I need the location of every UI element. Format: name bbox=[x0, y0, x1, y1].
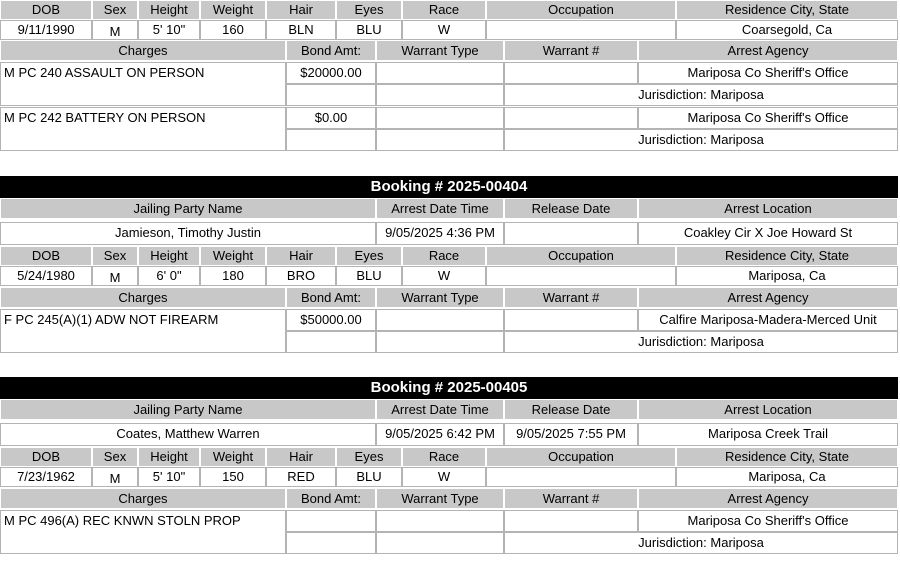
charges-header-charges: Charges bbox=[0, 40, 286, 61]
charge-agency: Mariposa Co Sheriff's Office bbox=[638, 62, 898, 84]
person-header-sex: Sex bbox=[92, 246, 138, 266]
person-header-dob: DOB bbox=[0, 447, 92, 467]
charge-bond: $50000.00 bbox=[286, 309, 376, 331]
person-header-sex: Sex bbox=[92, 447, 138, 467]
charge-description: M PC 496(A) REC KNWN STOLN PROP bbox=[0, 510, 286, 554]
charge-warrant-blank bbox=[376, 129, 504, 151]
charges-header-warrant_num: Warrant # bbox=[504, 40, 638, 61]
charges-header-bond: Bond Amt: bbox=[286, 40, 376, 61]
person-header-hair: Hair bbox=[266, 447, 336, 467]
charge-warrant-type bbox=[376, 107, 504, 129]
jailing-location: Coakley Cir X Joe Howard St bbox=[638, 222, 898, 245]
charge-warrant-num bbox=[504, 309, 638, 331]
person-hair: BRO bbox=[266, 266, 336, 286]
charge-warrant-num bbox=[504, 107, 638, 129]
jailing-arrest-datetime: 9/05/2025 4:36 PM bbox=[376, 222, 504, 245]
charge-warrant-blank bbox=[376, 84, 504, 106]
jailing-arrest-datetime: 9/05/2025 6:42 PM bbox=[376, 423, 504, 446]
person-header-dob: DOB bbox=[0, 0, 92, 20]
jailing-release-date: 9/05/2025 7:55 PM bbox=[504, 423, 638, 446]
person-header-occupation: Occupation bbox=[486, 246, 676, 266]
charge-jurisdiction: Jurisdiction: Mariposa bbox=[504, 532, 898, 554]
person-header-weight: Weight bbox=[200, 0, 266, 20]
person-sex: M bbox=[92, 266, 138, 286]
charge-jurisdiction: Jurisdiction: Mariposa bbox=[504, 331, 898, 353]
person-header-hair: Hair bbox=[266, 246, 336, 266]
booking-title: Booking # 2025-00405 bbox=[0, 377, 898, 399]
charge-warrant-blank bbox=[376, 532, 504, 554]
person-header-occupation: Occupation bbox=[486, 0, 676, 20]
person-occupation bbox=[486, 266, 676, 286]
charges-header-arrest_agency: Arrest Agency bbox=[638, 488, 898, 509]
booking-title: Booking # 2025-00404 bbox=[0, 176, 898, 198]
person-header-eyes: Eyes bbox=[336, 0, 402, 20]
charges-header-warrant_type: Warrant Type bbox=[376, 488, 504, 509]
person-header-weight: Weight bbox=[200, 447, 266, 467]
charges-header-warrant_type: Warrant Type bbox=[376, 40, 504, 61]
jailing-header-release_date: Release Date bbox=[504, 198, 638, 219]
jailing-header-release_date: Release Date bbox=[504, 399, 638, 420]
charge-warrant-num bbox=[504, 62, 638, 84]
person-residence: Mariposa, Ca bbox=[676, 266, 898, 286]
charge-warrant-blank bbox=[376, 331, 504, 353]
charge-warrant-type bbox=[376, 510, 504, 532]
charges-header-bond: Bond Amt: bbox=[286, 488, 376, 509]
person-eyes: BLU bbox=[336, 467, 402, 487]
person-header-eyes: Eyes bbox=[336, 246, 402, 266]
person-sex: M bbox=[92, 467, 138, 487]
charges-header-warrant_num: Warrant # bbox=[504, 287, 638, 308]
person-occupation bbox=[486, 467, 676, 487]
charge-bond-blank bbox=[286, 84, 376, 106]
jailing-release-date bbox=[504, 222, 638, 245]
person-dob: 9/11/1990 bbox=[0, 20, 92, 40]
charges-header-bond: Bond Amt: bbox=[286, 287, 376, 308]
charge-bond-blank bbox=[286, 331, 376, 353]
charges-header-charges: Charges bbox=[0, 287, 286, 308]
person-header-sex: Sex bbox=[92, 0, 138, 20]
charge-jurisdiction: Jurisdiction: Mariposa bbox=[504, 129, 898, 151]
charges-header-charges: Charges bbox=[0, 488, 286, 509]
charge-agency: Calfire Mariposa-Madera-Merced Unit bbox=[638, 309, 898, 331]
jailing-name: Jamieson, Timothy Justin bbox=[0, 222, 376, 245]
person-header-eyes: Eyes bbox=[336, 447, 402, 467]
person-header-height: Height bbox=[138, 447, 200, 467]
person-header-residence: Residence City, State bbox=[676, 447, 898, 467]
person-header-dob: DOB bbox=[0, 246, 92, 266]
charge-agency: Mariposa Co Sheriff's Office bbox=[638, 107, 898, 129]
person-header-height: Height bbox=[138, 246, 200, 266]
person-header-occupation: Occupation bbox=[486, 447, 676, 467]
jailing-header-arrest_location: Arrest Location bbox=[638, 399, 898, 420]
charge-warrant-type bbox=[376, 309, 504, 331]
person-eyes: BLU bbox=[336, 266, 402, 286]
jailing-header-arrest_datetime: Arrest Date Time bbox=[376, 399, 504, 420]
person-weight: 160 bbox=[200, 20, 266, 40]
person-height: 6' 0" bbox=[138, 266, 200, 286]
person-header-race: Race bbox=[402, 0, 486, 20]
charge-warrant-type bbox=[376, 62, 504, 84]
person-residence: Coarsegold, Ca bbox=[676, 20, 898, 40]
person-race: W bbox=[402, 467, 486, 487]
person-race: W bbox=[402, 20, 486, 40]
person-eyes: BLU bbox=[336, 20, 402, 40]
charge-bond-blank bbox=[286, 532, 376, 554]
person-dob: 5/24/1980 bbox=[0, 266, 92, 286]
person-occupation bbox=[486, 20, 676, 40]
person-weight: 180 bbox=[200, 266, 266, 286]
jailing-name: Coates, Matthew Warren bbox=[0, 423, 376, 446]
person-header-height: Height bbox=[138, 0, 200, 20]
charge-description: M PC 240 ASSAULT ON PERSON bbox=[0, 62, 286, 106]
person-weight: 150 bbox=[200, 467, 266, 487]
charge-bond: $0.00 bbox=[286, 107, 376, 129]
charges-header-arrest_agency: Arrest Agency bbox=[638, 40, 898, 61]
charge-bond bbox=[286, 510, 376, 532]
charge-description: F PC 245(A)(1) ADW NOT FIREARM bbox=[0, 309, 286, 353]
charges-header-warrant_type: Warrant Type bbox=[376, 287, 504, 308]
charge-warrant-num bbox=[504, 510, 638, 532]
person-header-hair: Hair bbox=[266, 0, 336, 20]
person-header-residence: Residence City, State bbox=[676, 246, 898, 266]
jailing-header-jailing_party: Jailing Party Name bbox=[0, 399, 376, 420]
person-height: 5' 10" bbox=[138, 20, 200, 40]
charge-description: M PC 242 BATTERY ON PERSON bbox=[0, 107, 286, 151]
person-sex: M bbox=[92, 20, 138, 40]
jailing-header-arrest_datetime: Arrest Date Time bbox=[376, 198, 504, 219]
person-hair: RED bbox=[266, 467, 336, 487]
person-dob: 7/23/1962 bbox=[0, 467, 92, 487]
charge-agency: Mariposa Co Sheriff's Office bbox=[638, 510, 898, 532]
person-height: 5' 10" bbox=[138, 467, 200, 487]
charge-jurisdiction: Jurisdiction: Mariposa bbox=[504, 84, 898, 106]
jailing-location: Mariposa Creek Trail bbox=[638, 423, 898, 446]
charges-header-warrant_num: Warrant # bbox=[504, 488, 638, 509]
person-hair: BLN bbox=[266, 20, 336, 40]
jailing-header-jailing_party: Jailing Party Name bbox=[0, 198, 376, 219]
person-header-residence: Residence City, State bbox=[676, 0, 898, 20]
person-header-weight: Weight bbox=[200, 246, 266, 266]
person-race: W bbox=[402, 266, 486, 286]
person-header-race: Race bbox=[402, 246, 486, 266]
person-residence: Mariposa, Ca bbox=[676, 467, 898, 487]
charge-bond-blank bbox=[286, 129, 376, 151]
charge-bond: $20000.00 bbox=[286, 62, 376, 84]
jailing-header-arrest_location: Arrest Location bbox=[638, 198, 898, 219]
charges-header-arrest_agency: Arrest Agency bbox=[638, 287, 898, 308]
person-header-race: Race bbox=[402, 447, 486, 467]
